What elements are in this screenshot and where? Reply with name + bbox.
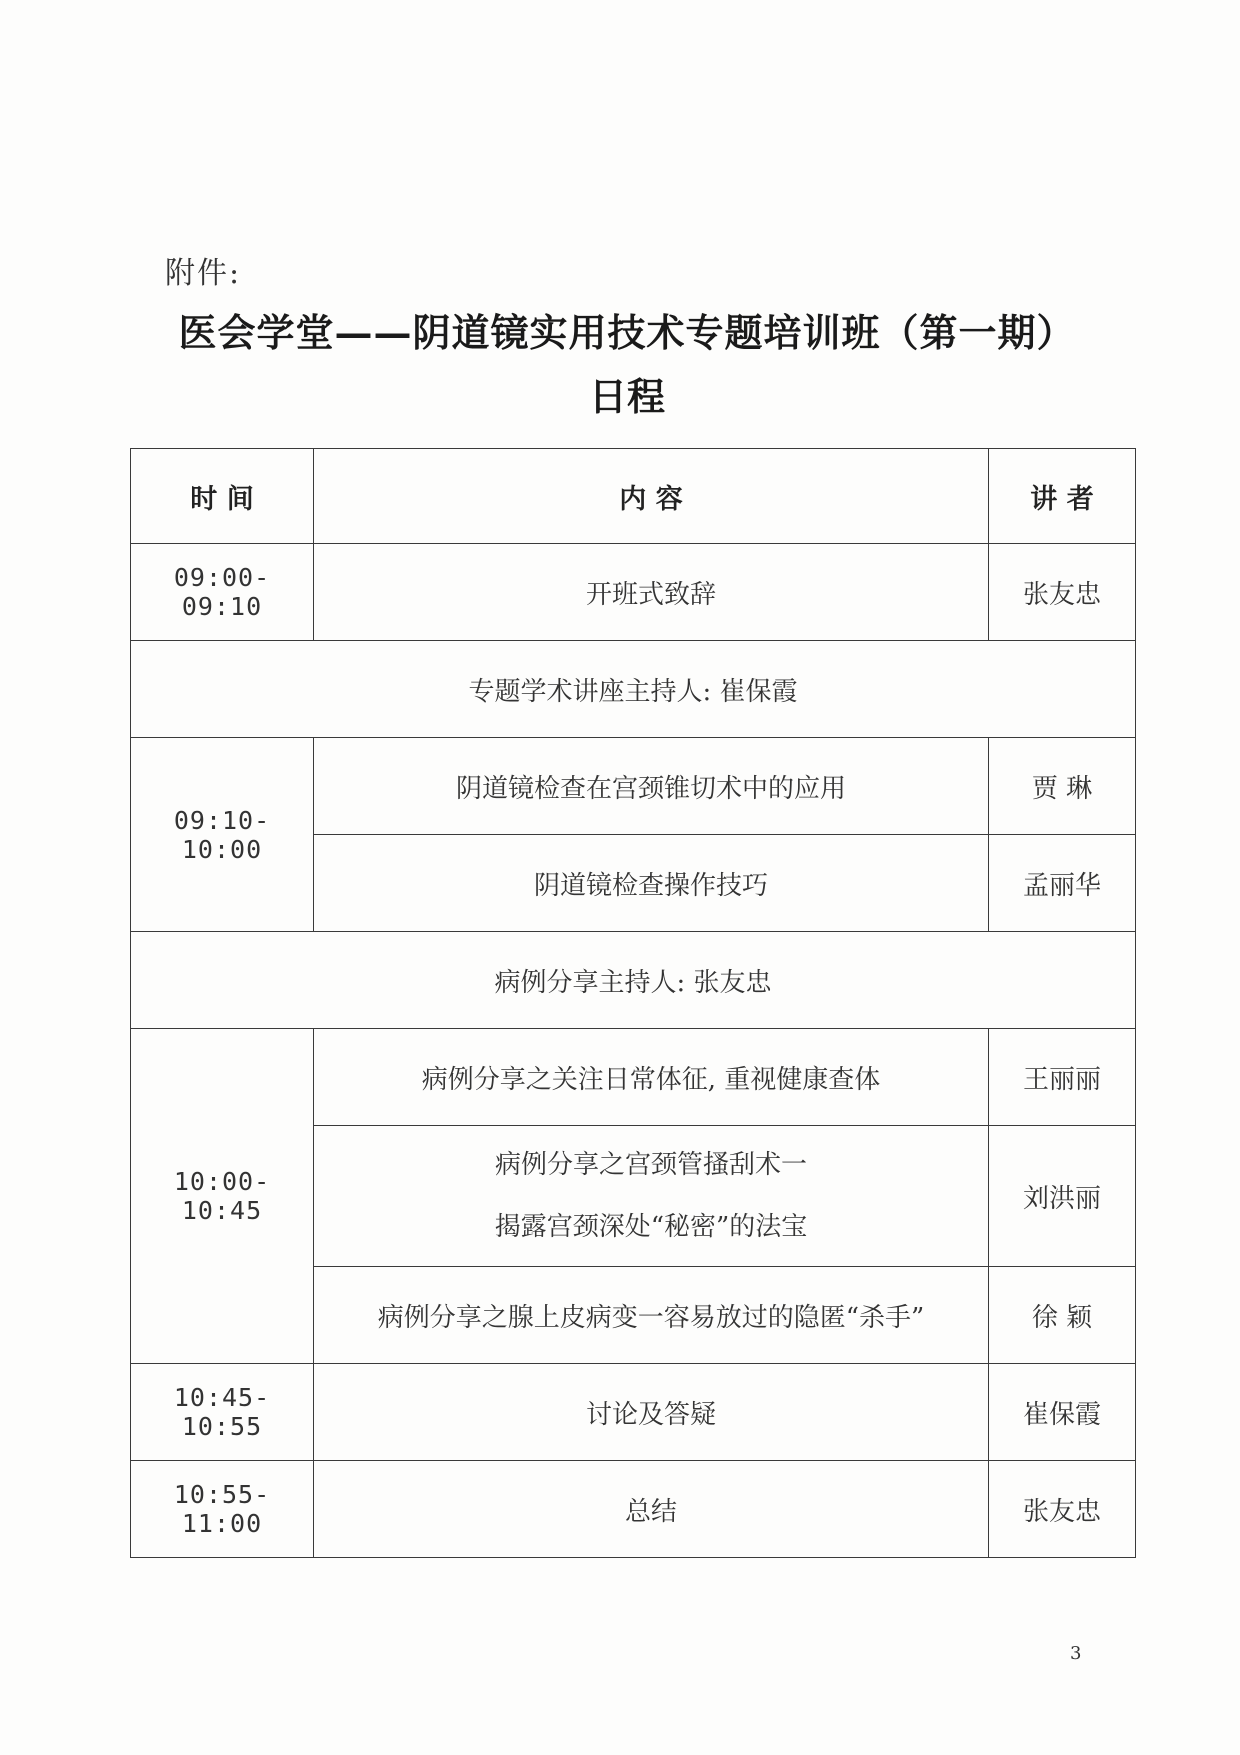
speaker-cell: 张友忠 <box>989 1461 1136 1558</box>
time-cell: 09:00-09:10 <box>131 544 314 641</box>
table-row <box>131 1461 1136 1558</box>
content-cell: 讨论及答疑 <box>314 1364 989 1461</box>
host-cell: 专题学术讲座主持人: 崔保霞 <box>131 641 1136 738</box>
schedule-table <box>130 448 1136 1558</box>
speaker-cell: 刘洪丽 <box>989 1126 1136 1267</box>
document-subtitle: 日程 <box>588 374 665 419</box>
content-cell: 病例分享之腺上皮病变一容易放过的隐匿“杀手” <box>314 1267 989 1364</box>
speaker-cell: 孟丽华 <box>989 835 1136 932</box>
header-speaker: 讲 者 <box>989 449 1136 544</box>
table-row <box>131 1364 1136 1461</box>
page-number: 3 <box>1070 1643 1082 1664</box>
table-header-row <box>131 449 1136 544</box>
table-row <box>131 738 1136 835</box>
content-cell: 开班式致辞 <box>314 544 989 641</box>
table-row <box>131 544 1136 641</box>
attachment-label: 附件: <box>165 256 242 291</box>
host-row <box>131 641 1136 738</box>
content-cell: 病例分享之关注日常体征, 重视健康查体 <box>314 1029 989 1126</box>
speaker-cell: 贾 琳 <box>989 738 1136 835</box>
header-time: 时 间 <box>131 449 314 544</box>
speaker-cell: 王丽丽 <box>989 1029 1136 1126</box>
content-cell: 总结 <box>314 1461 989 1558</box>
host-cell: 病例分享主持人: 张友忠 <box>131 932 1136 1029</box>
speaker-cell: 徐 颖 <box>989 1267 1136 1364</box>
header-content: 内 容 <box>314 449 989 544</box>
content-cell: 阴道镜检查操作技巧 <box>314 835 989 932</box>
content-line: 病例分享之宫颈管搔刮术一 <box>494 1150 807 1180</box>
content-line: 揭露宫颈深处“秘密”的法宝 <box>494 1212 808 1242</box>
content-cell: 阴道镜检查在宫颈锥切术中的应用 <box>314 738 989 835</box>
speaker-cell: 张友忠 <box>989 544 1136 641</box>
host-row <box>131 932 1136 1029</box>
time-cell: 09:10-10:00 <box>131 738 314 932</box>
time-cell: 10:55-11:00 <box>131 1461 314 1558</box>
document-title: 医会学堂——阴道镜实用技术专题培训班（第一期） <box>178 310 1076 355</box>
content-cell <box>314 1126 989 1267</box>
time-cell: 10:00-10:45 <box>131 1029 314 1364</box>
time-cell: 10:45-10:55 <box>131 1364 314 1461</box>
table-row <box>131 1029 1136 1126</box>
speaker-cell: 崔保霞 <box>989 1364 1136 1461</box>
